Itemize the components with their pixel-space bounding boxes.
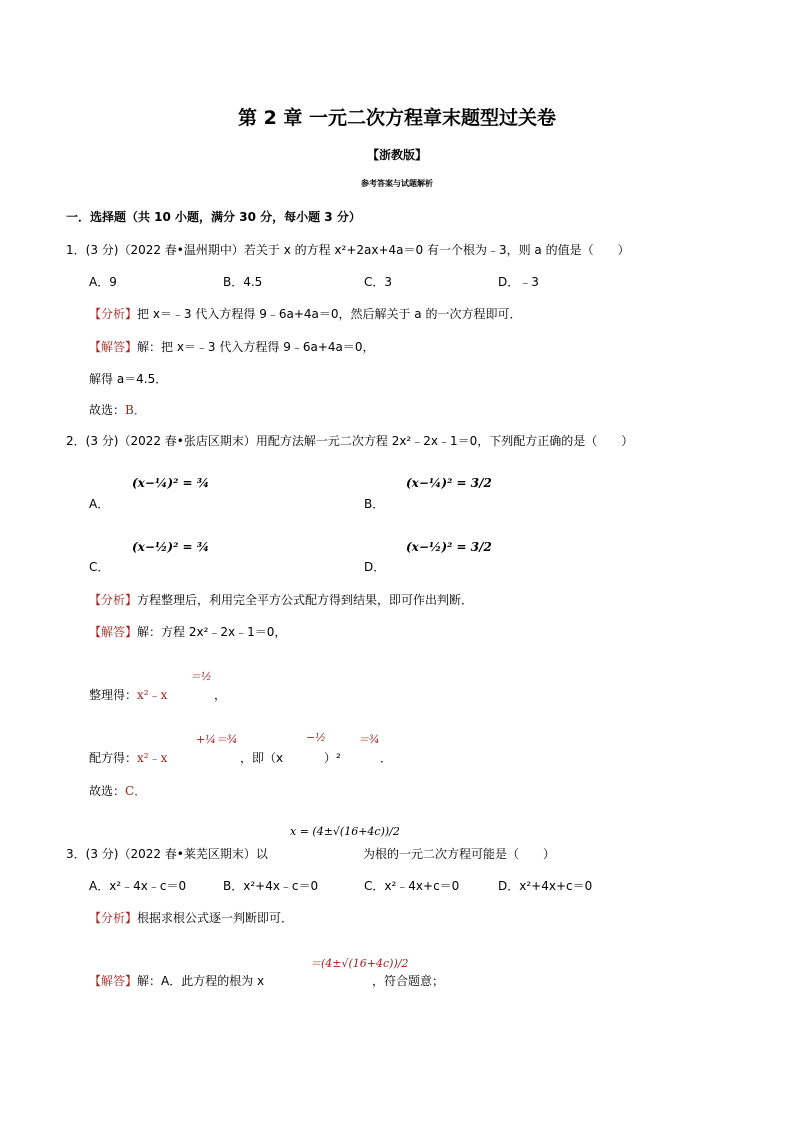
stem-pre: 3．(3 分)（2022 春•莱芜区期末）以 (66, 847, 268, 861)
complete-expr: x²﹣x (137, 751, 168, 765)
q2-complete (89, 749, 167, 766)
answer-text: 解：把 x＝﹣3 代入方程得 9﹣6a+4a＝0， (137, 340, 375, 354)
complete-mid: +¼＝¾ (196, 733, 238, 746)
q1-analysis (89, 305, 521, 322)
q1-option-b: B．4.5 (223, 275, 263, 289)
complete-end: ． (380, 751, 393, 765)
q3-option-a: A．x²﹣4x﹣c＝0 (89, 879, 187, 893)
complete-label: 配方得： (89, 751, 138, 765)
q2-option-c: C． (89, 560, 110, 574)
analysis-text: 方程整理后，利用完全平方公式配方得到结果，即可作出判断． (137, 593, 474, 607)
choose-label: 故选： (89, 403, 126, 417)
q1-option-d: D．﹣3 (498, 275, 539, 289)
q3-option-c: C．x²﹣4x+c＝0 (364, 879, 460, 893)
q2-formula-b: (x−¼)² = 3/2 (406, 476, 492, 490)
analysis-text: 把 x＝﹣3 代入方程得 9﹣6a+4a＝0，然后解关于 a 的一次方程即可． (137, 307, 522, 321)
arrange-label: 整理得： (89, 688, 138, 702)
choose-value: B． (125, 403, 146, 417)
q2-option-b: B． (364, 497, 385, 511)
analysis-text: 根据求根公式逐一判断即可． (137, 911, 294, 925)
q2-formula-d: (x−½)² = 3/2 (406, 540, 492, 554)
q2-choose (89, 782, 146, 799)
q3-formula-top: x = (4±√(16+4c))/2 (290, 825, 400, 838)
q2-option-d: D． (364, 560, 386, 574)
arrange-end: ， (214, 688, 227, 702)
question-2-stem: 2．(3 分)（2022 春•张店区期末）用配方法解一元二次方程 2x²﹣2x﹣1＝0，下列配方正确的是（ ） (66, 434, 634, 448)
answer-key-heading: 参考答案与试题解析 (361, 179, 433, 188)
complete-frac: −½ (306, 731, 326, 744)
q1-option-c: C．3 (364, 275, 393, 289)
answer-tag: 【解答】 (89, 974, 138, 988)
q2-formula-c: (x−½)² = ¾ (132, 540, 210, 554)
q3-option-d: D．x²+4x+c＝0 (498, 879, 593, 893)
q3-option-b: B．x²+4x﹣c＝0 (223, 879, 319, 893)
question-3-stem (66, 845, 268, 862)
complete-rhs: ＝¾ (358, 733, 380, 746)
edition-label: 【浙教版】 (366, 148, 427, 162)
analysis-tag: 【分析】 (89, 593, 138, 607)
page-title: 第 2 章 一元二次方程章末题型过关卷 (237, 107, 557, 129)
complete-close: ）² (324, 751, 341, 765)
answer-text: 解：A．此方程的根为 x (137, 974, 265, 988)
q1-answer (89, 338, 375, 355)
question-3-stem-post: 为根的一元二次方程可能是（ ） (363, 847, 556, 861)
arrange-rhs: ＝½ (190, 670, 212, 683)
q1-choose (89, 401, 146, 418)
answer-tag: 【解答】 (89, 625, 138, 639)
choose-label: 故选： (89, 784, 126, 798)
q2-answer (89, 623, 286, 640)
q2-analysis (89, 591, 473, 608)
analysis-tag: 【分析】 (89, 307, 138, 321)
q2-arrange (89, 686, 167, 703)
analysis-tag: 【分析】 (89, 911, 138, 925)
complete-sep: ，即（x (240, 751, 284, 765)
q3-analysis (89, 909, 293, 926)
arrange-expr: x²﹣x (137, 688, 168, 702)
answer-text: 解：方程 2x²﹣2x﹣1＝0， (137, 625, 287, 639)
q2-option-a: A． (89, 497, 110, 511)
q3-answer-formula: ＝(4±√(16+4c))/2 (310, 957, 409, 970)
q1-option-a: A．9 (89, 275, 117, 289)
question-1-stem: 1．(3 分)（2022 春•温州期中）若关于 x 的方程 x²+2ax+4a＝0 有一个根为﹣3，则 a 的值是（ ） (66, 243, 630, 257)
section-heading: 一．选择题（共 10 小题，满分 30 分，每小题 3 分） (66, 210, 361, 224)
answer-tag: 【解答】 (89, 340, 138, 354)
q3-answer-end: ，符合题意； (372, 974, 445, 988)
q1-solve: 解得 a＝4.5． (89, 372, 168, 386)
choose-value: C． (125, 784, 147, 798)
q3-answer (89, 972, 264, 989)
q2-formula-a: (x−¼)² = ¾ (132, 476, 210, 490)
